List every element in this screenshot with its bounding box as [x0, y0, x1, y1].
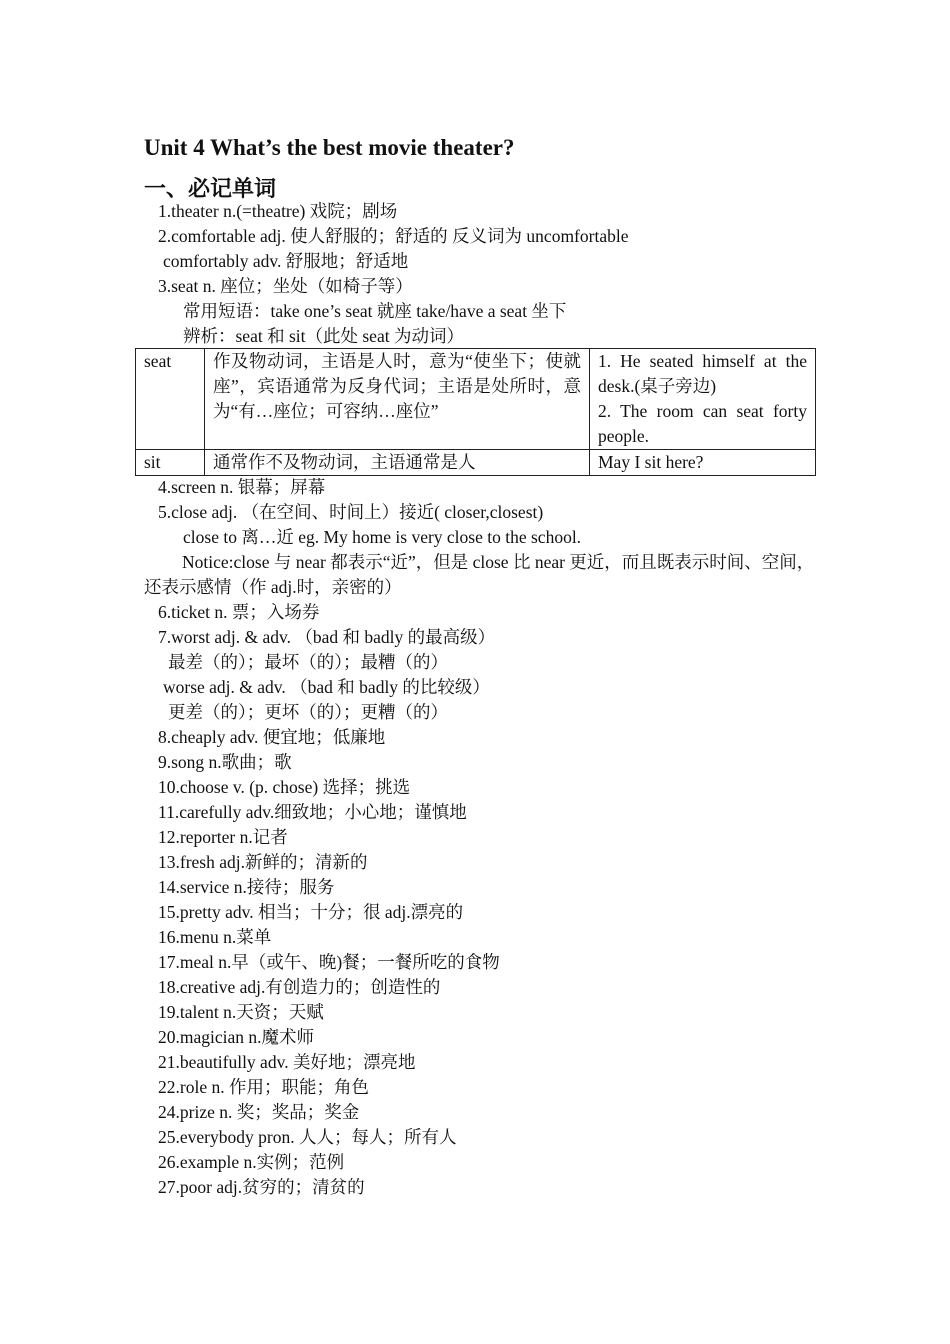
vocab-line: 15.pretty adv. 相当；十分；很 adj.漂亮的	[158, 902, 464, 922]
vocab-line: 21.beautifully adv. 美好地；漂亮地	[158, 1052, 416, 1072]
example-line: close to 离…近 eg. My home is very close to the school.	[183, 527, 582, 547]
vocab-line: 更差（的）；更坏（的）；更糟（的）	[168, 702, 448, 722]
vocab-line: 27.poor adj.贫穷的；清贫的	[158, 1177, 365, 1197]
vocab-line: 5.close adj. （在空间、时间上）接近( closer,closest)	[158, 502, 544, 522]
vocab-line: 2.comfortable adj. 使人舒服的；舒适的 反义词为 uncomfortable	[158, 226, 629, 246]
table-cell-usage: 作及物动词，主语是人时，意为“使坐下；使就座”，宾语通常为反身代词；主语是处所时，意为“有…座位；可容纳…座位”	[205, 349, 590, 450]
vocab-line: worse adj. & adv. （bad 和 badly 的比较级）	[163, 677, 490, 697]
example-sentence: 1. He seated himself at the desk.(桌子旁边)	[598, 351, 807, 396]
vocab-line: 20.magician n.魔术师	[158, 1027, 315, 1047]
analysis-line: 辨析：seat 和 sit（此处 seat 为动词）	[183, 326, 464, 346]
vocab-line: 8.cheaply adv. 便宜地；低廉地	[158, 727, 386, 747]
table-row	[136, 450, 816, 476]
table-cell-word: seat	[136, 349, 205, 450]
vocab-line: 9.song n.歌曲；歌	[158, 752, 292, 772]
vocab-line: 24.prize n. 奖；奖品；奖金	[158, 1102, 360, 1122]
vocab-line: 10.choose v. (p. chose) 选择；挑选	[158, 777, 411, 797]
table-cell-examples	[590, 450, 816, 476]
notice-paragraph	[144, 550, 824, 600]
vocab-line: 3.seat n. 座位；坐处（如椅子等）	[158, 276, 413, 296]
vocab-line: 25.everybody pron. 人人；每人；所有人	[158, 1127, 457, 1147]
vocab-line: 16.menu n.菜单	[158, 927, 272, 947]
seat-sit-comparison-table	[135, 348, 816, 476]
vocab-line: 19.talent n.天资；天赋	[158, 1002, 324, 1022]
table-cell-word: sit	[136, 450, 205, 476]
page-title: Unit 4 What’s the best movie theater?	[144, 135, 515, 160]
vocab-line: 1.theater n.(=theatre) 戏院；剧场	[158, 201, 398, 221]
table-row	[136, 349, 816, 450]
example-sentence: May I sit here?	[598, 452, 704, 472]
example-sentence: 2. The room can seat forty people.	[598, 401, 807, 446]
notice-text: Notice:close 与 near 都表示“近”，但是 close 比 near 更近，而且既表示时间、空间，还表示感情（作 adj.时，亲密的）	[144, 552, 815, 597]
vocab-line: 4.screen n. 银幕；屏幕	[158, 477, 326, 497]
vocab-line: 最差（的）；最坏（的）；最糟（的）	[168, 652, 448, 672]
vocab-line: 11.carefully adv.细致地；小心地；谨慎地	[158, 802, 467, 822]
vocab-line: comfortably adv. 舒服地；舒适地	[163, 251, 409, 271]
vocab-line: 17.meal n.早（或午、晚)餐；一餐所吃的食物	[158, 952, 500, 972]
vocab-line: 22.role n. 作用；职能；角色	[158, 1077, 369, 1097]
section-heading: 一、必记单词	[144, 176, 277, 201]
table-cell-usage: 通常作不及物动词，主语通常是人	[205, 450, 590, 476]
vocab-line: 12.reporter n.记者	[158, 827, 288, 847]
table-cell-examples	[590, 349, 816, 450]
vocab-line: 13.fresh adj.新鲜的；清新的	[158, 852, 368, 872]
vocab-line: 26.example n.实例；范例	[158, 1152, 345, 1172]
vocab-line: 6.ticket n. 票；入场券	[158, 602, 320, 622]
vocab-line: 7.worst adj. & adv. （bad 和 badly 的最高级）	[158, 627, 496, 647]
vocab-line: 14.service n.接待；服务	[158, 877, 335, 897]
phrase-line: 常用短语：take one’s seat 就座 take/have a seat 坐下	[183, 301, 567, 321]
vocab-line: 18.creative adj.有创造力的；创造性的	[158, 977, 441, 997]
